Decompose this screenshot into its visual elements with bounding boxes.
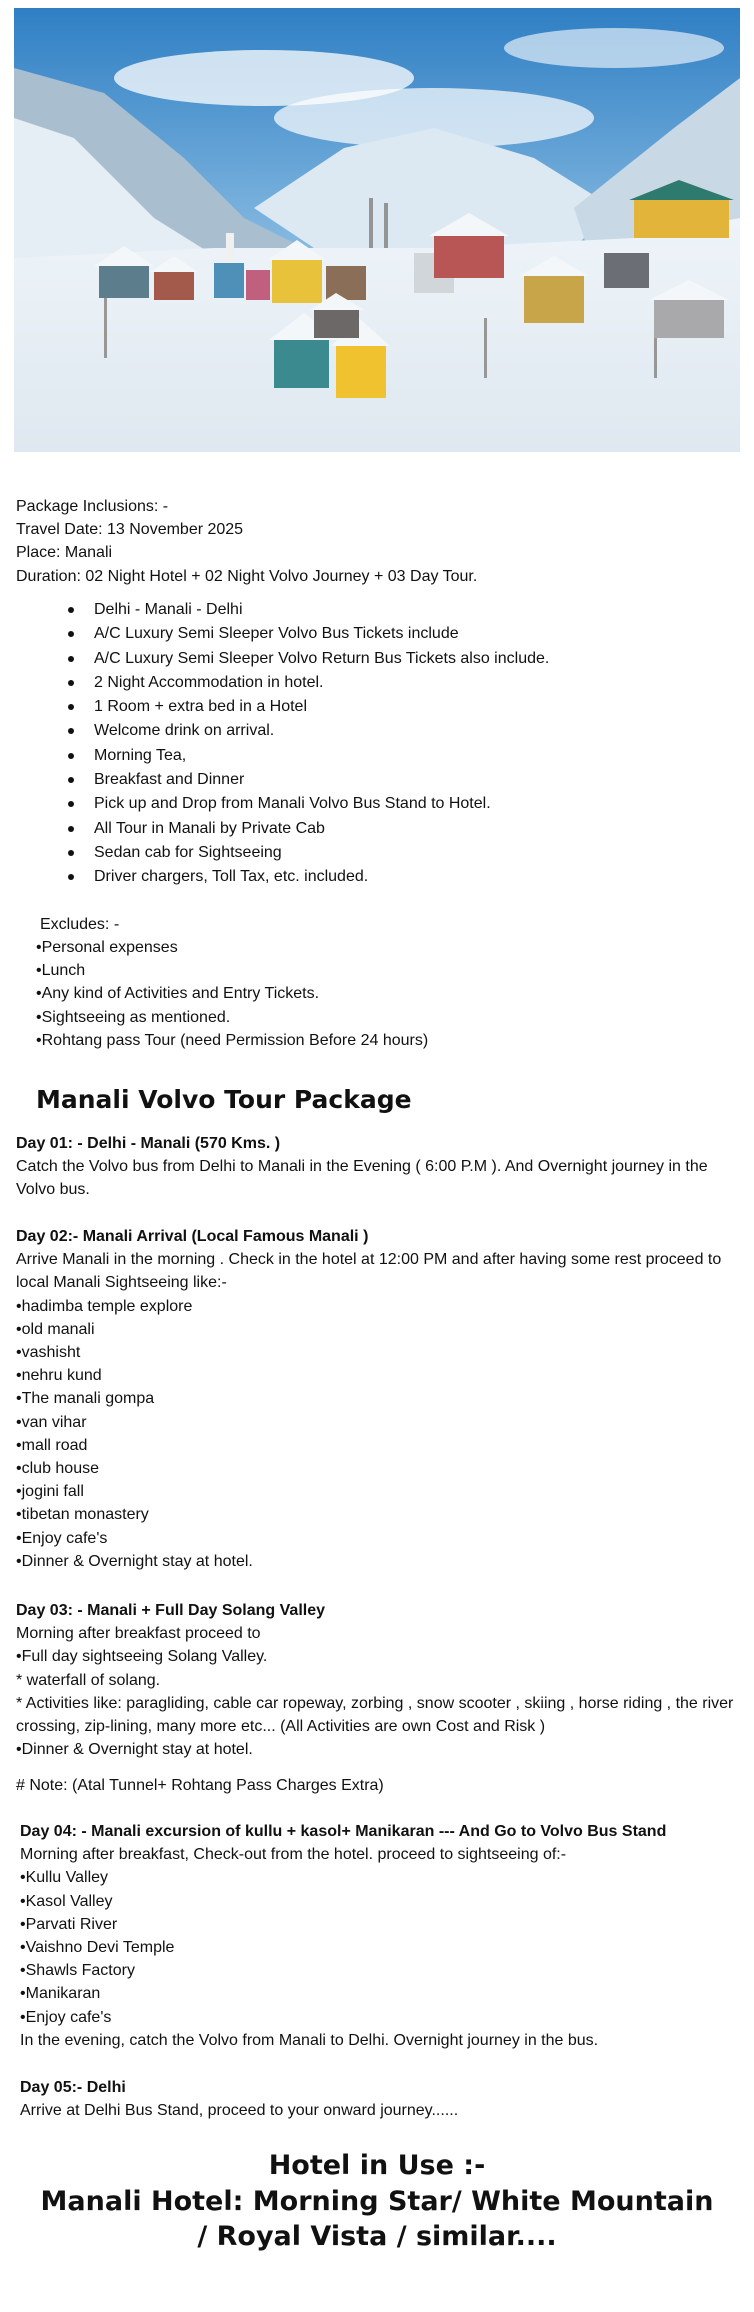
list-item: 2 Night Accommodation in hotel. bbox=[16, 671, 736, 695]
package-inclusions bbox=[16, 495, 736, 588]
list-item: •Vaishno Devi Temple bbox=[20, 1939, 175, 1957]
excludes-list bbox=[36, 936, 754, 1052]
day-1-text: Catch the Volvo bus from Delhi to Manali in the Evening ( 6:00 P.M ). And Overnight journey in the Volvo bus. bbox=[16, 1158, 708, 1199]
list-item: A/C Luxury Semi Sleeper Volvo Return Bus Tickets also include. bbox=[16, 647, 736, 671]
travel-date: Travel Date: 13 November 2025 bbox=[16, 521, 244, 539]
day-2-list bbox=[16, 1295, 736, 1573]
list-item: •tibetan monastery bbox=[16, 1506, 149, 1524]
list-item: Morning Tea, bbox=[16, 744, 736, 768]
day-3-title: Day 03: - Manali + Full Day Solang Valley bbox=[16, 1602, 325, 1619]
list-item: Delhi - Manali - Delhi bbox=[16, 598, 736, 622]
day-4-list bbox=[20, 1866, 740, 2028]
list-item: •Dinner & Overnight stay at hotel. bbox=[16, 1552, 253, 1570]
list-item: •Enjoy cafe's bbox=[16, 1529, 108, 1547]
list-item: •Parvati River bbox=[20, 1915, 118, 1933]
day-5-text: Arrive at Delhi Bus Stand, proceed to your onward journey...... bbox=[20, 2102, 459, 2120]
day-1 bbox=[16, 1132, 736, 1202]
list-item: •Kullu Valley bbox=[20, 1869, 109, 1887]
day-3 bbox=[16, 1599, 736, 1761]
list-item: •Lunch bbox=[36, 962, 86, 980]
day-5-title: Day 05:- Delhi bbox=[20, 2079, 126, 2096]
day-3-item: * Activities like: paragliding, cable car ropeway, zorbing , snow scooter , skiing , horse riding , the river crossing, zip-lining, many more etc... (All Activities are own Cost and Risk ) bbox=[16, 1694, 734, 1736]
list-item: •vashisht bbox=[16, 1344, 81, 1362]
day-4-evening: In the evening, catch the Volvo from Manali to Delhi. Overnight journey in the bus. bbox=[20, 2031, 599, 2049]
list-item: •Sightseeing as mentioned. bbox=[36, 1008, 231, 1026]
inclusions-heading: Package Inclusions: - bbox=[16, 498, 169, 515]
list-item: •club house bbox=[16, 1460, 99, 1478]
list-item: •Kasol Valley bbox=[20, 1892, 113, 1910]
list-item: 1 Room + extra bed in a Hotel bbox=[16, 695, 736, 719]
list-item: Welcome drink on arrival. bbox=[16, 719, 736, 743]
list-item: •Any kind of Activities and Entry Tickets. bbox=[36, 985, 320, 1003]
list-item: Breakfast and Dinner bbox=[16, 768, 736, 792]
day-3-item: •Dinner & Overnight stay at hotel. bbox=[16, 1741, 253, 1759]
day-2-title: Day 02:- Manali Arrival (Local Famous Manali ) bbox=[16, 1228, 369, 1245]
list-item: •Personal expenses bbox=[36, 939, 178, 956]
list-item: Driver chargers, Toll Tax, etc. included. bbox=[16, 865, 736, 889]
day-4 bbox=[20, 1820, 740, 2052]
list-item: •Shawls Factory bbox=[20, 1962, 135, 1980]
list-item: •jogini fall bbox=[16, 1483, 84, 1501]
hotel-in-use bbox=[0, 2148, 754, 2254]
hero-image-snowy-village bbox=[14, 8, 740, 452]
list-item: A/C Luxury Semi Sleeper Volvo Bus Tickets include bbox=[16, 622, 736, 646]
note bbox=[16, 1774, 736, 1797]
list-item: •hadimba temple explore bbox=[16, 1297, 193, 1315]
list-item: •mall road bbox=[16, 1436, 88, 1454]
place: Place: Manali bbox=[16, 544, 113, 562]
excludes-heading: Excludes: - bbox=[40, 916, 120, 933]
day-1-title: Day 01: - Delhi - Manali (570 Kms. ) bbox=[16, 1135, 281, 1152]
hotel-names: Manali Hotel: Morning Star/ White Mountain / Royal Vista / similar.... bbox=[40, 2186, 714, 2252]
list-item: •Manikaran bbox=[20, 1985, 101, 2003]
day-2-text: Arrive Manali in the morning . Check in the hotel at 12:00 PM and after having some rest proceed to local Manali Sightseeing like:- bbox=[16, 1251, 722, 1292]
note-text: # Note: (Atal Tunnel+ Rohtang Pass Charges Extra) bbox=[16, 1777, 384, 1794]
list-item: Sedan cab for Sightseeing bbox=[16, 841, 736, 865]
package-title: Manali Volvo Tour Package bbox=[36, 1085, 412, 1114]
list-item: •van vihar bbox=[16, 1413, 87, 1431]
inclusions-list bbox=[16, 598, 736, 890]
day-5 bbox=[20, 2076, 740, 2122]
day-3-item: * waterfall of solang. bbox=[16, 1671, 161, 1689]
day-3-intro: Morning after breakfast proceed to bbox=[16, 1625, 261, 1643]
day-3-item: •Full day sightseeing Solang Valley. bbox=[16, 1648, 268, 1666]
day-4-text: Morning after breakfast, Check-out from the hotel. proceed to sightseeing of:- bbox=[20, 1846, 567, 1864]
list-item: •old manali bbox=[16, 1320, 95, 1338]
day-2 bbox=[16, 1225, 736, 1573]
list-item: All Tour in Manali by Private Cab bbox=[16, 817, 736, 841]
list-item: •Enjoy cafe's bbox=[20, 2008, 112, 2026]
list-item: •nehru kund bbox=[16, 1367, 102, 1385]
list-item: •The manali gompa bbox=[16, 1390, 155, 1408]
list-item: Pick up and Drop from Manali Volvo Bus Stand to Hotel. bbox=[16, 792, 736, 816]
day-4-title: Day 04: - Manali excursion of kullu + kasol+ Manikaran --- And Go to Volvo Bus Stand bbox=[20, 1823, 667, 1840]
duration: Duration: 02 Night Hotel + 02 Night Volvo Journey + 03 Day Tour. bbox=[16, 567, 478, 585]
list-item: •Rohtang pass Tour (need Permission Before 24 hours) bbox=[36, 1031, 429, 1049]
hotel-heading: Hotel in Use :- bbox=[268, 2150, 486, 2181]
excludes bbox=[40, 913, 754, 936]
